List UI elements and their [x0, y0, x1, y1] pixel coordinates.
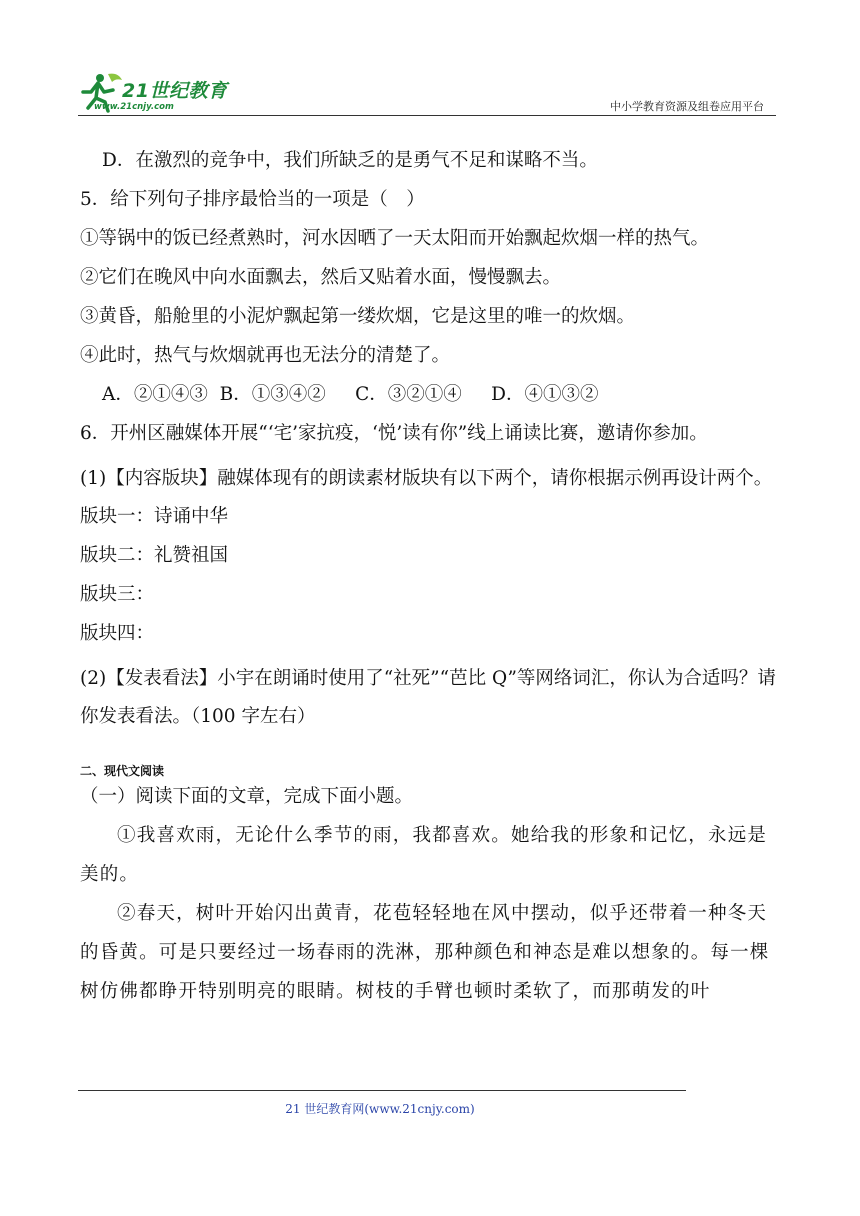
section-title: 二、现代文阅读 — [80, 764, 165, 778]
header-divider — [78, 115, 776, 116]
section-subtitle: （一）阅读下面的文章，完成下面小题。 — [80, 786, 414, 807]
block-1: 版块一：诗诵中华 — [80, 506, 229, 527]
sentence-2: ②它们在晚风中向水面飘去，然后又贴着水面，慢慢飘去。 — [80, 267, 562, 288]
document-body — [80, 148, 780, 1011]
option-d: D．在激烈的竞争中，我们所缺乏的是勇气不足和谋略不当。 — [102, 150, 598, 171]
paragraph-2: ②春天，树叶开始闪出黄青，花苞轻轻地在风中摆动，似乎还带着一种冬天的昏黄。可是只要经过一场春雨的洗淋，那种颜色和神态是难以想象的。每一棵树仿佛都睁开特别明亮的眼睛。树枝的手臂也顿时柔软了，而那萌发的叶 — [80, 903, 770, 1002]
platform-name: 中小学教育资源及组卷应用平台 — [610, 100, 764, 113]
logo — [78, 70, 248, 118]
logo-url: www.21cnjy.com — [94, 102, 174, 112]
footer-divider — [78, 1090, 686, 1091]
logo-text: 21世纪教育 — [122, 80, 228, 102]
question-6-1: (1)【内容版块】融媒体现有的朗读素材版块有以下两个，请你根据示例再设计两个。 — [80, 468, 773, 489]
question-6-2: (2)【发表看法】小宇在朗诵时使用了“社死”“芭比 Q”等网络词汇，你认为合适吗？请你发表看法。（100 字左右） — [80, 668, 776, 727]
block-4: 版块四： — [80, 623, 155, 644]
page-header — [78, 62, 776, 118]
question-5: 5．给下列句子排序最恰当的一项是（ ） — [80, 189, 425, 210]
answer-options: A．②①④③ B．①③④② C．③②①④ D．④①③② — [102, 384, 599, 405]
sentence-4: ④此时，热气与炊烟就再也无法分的清楚了。 — [80, 345, 451, 366]
block-2: 版块二：礼赞祖国 — [80, 545, 229, 566]
paragraph-1: ①我喜欢雨，无论什么季节的雨，我都喜欢。她给我的形象和记忆，永远是美的。 — [80, 825, 768, 885]
question-6: 6．开州区融媒体开展“‘宅’家抗疫，‘悦’读有你”线上诵读比赛，邀请你参加。 — [80, 423, 708, 444]
footer-text: 21 世纪教育网(www.21cnjy.com) — [285, 1102, 475, 1116]
block-3: 版块三： — [80, 584, 155, 605]
sentence-3: ③黄昏，船舱里的小泥炉飘起第一缕炊烟，它是这里的唯一的炊烟。 — [80, 306, 636, 327]
sentence-1: ①等锅中的饭已经煮熟时，河水因晒了一天太阳而开始飘起炊烟一样的热气。 — [80, 228, 710, 249]
